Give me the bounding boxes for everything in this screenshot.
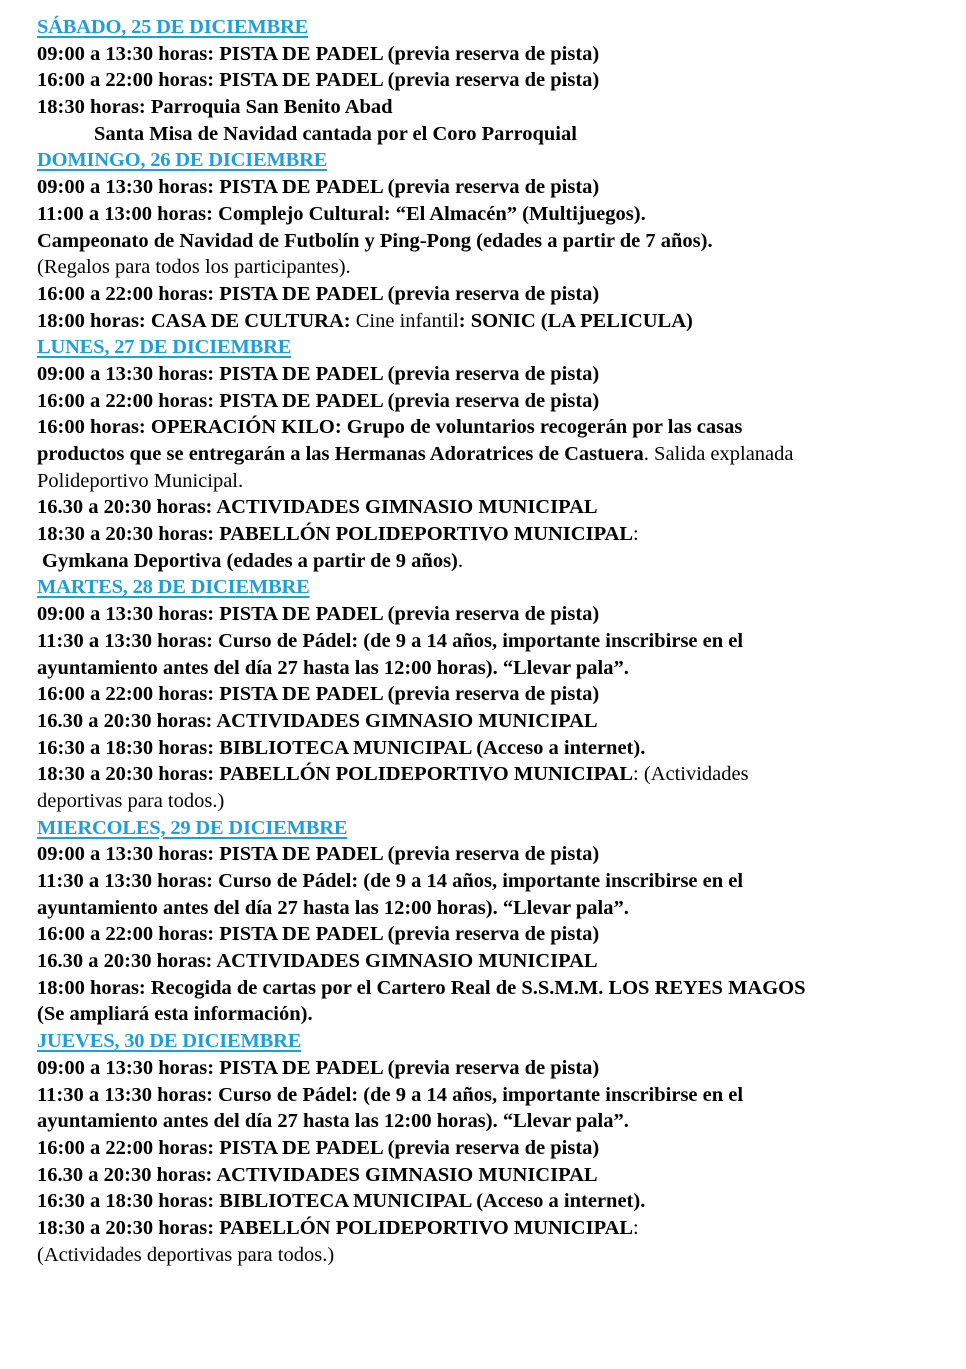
- schedule-line: [0, 1135, 966, 1162]
- schedule-line: [0, 1082, 966, 1109]
- schedule-line: [0, 1055, 966, 1082]
- day-heading: SÁBADO, 25 DE DICIEMBRE: [37, 16, 309, 38]
- schedule-line: [0, 308, 966, 335]
- schedule-text: 16.30 a 20:30 horas: ACTIVIDADES GIMNASIO MUNICIPAL: [37, 950, 598, 973]
- schedule-line: [0, 1162, 966, 1189]
- schedule-text: 18:30 a 20:30 horas: PABELLÓN POLIDEPORTIVO MUNICIPAL: [37, 523, 634, 546]
- schedule-text: 18:00 horas: Recogida de cartas por el Cartero Real de S.S.M.M. LOS REYES MAGOS: [37, 976, 806, 999]
- schedule-text: 09:00 a 13:30 horas: PISTA DE PADEL (previa reserva de pista): [37, 42, 600, 65]
- schedule-text: 16:00 a 22:00 horas: PISTA DE PADEL (previa reserva de pista): [37, 69, 600, 92]
- schedule-text: : (Actividades: [633, 763, 749, 786]
- schedule-line: [0, 201, 966, 228]
- schedule-line: [0, 708, 966, 735]
- schedule-line: [0, 361, 966, 388]
- schedule-line: [0, 788, 966, 815]
- schedule-line: [0, 121, 966, 148]
- schedule-text: :: [633, 523, 639, 546]
- schedule-text: 11:30 a 13:30 horas: Curso de Pádel: (de 9 a 14 años, importante inscribirse en el: [37, 629, 744, 652]
- schedule-text: 16:30 a 18:30 horas: BIBLIOTECA MUNICIPAL (Acceso a internet).: [37, 736, 646, 759]
- schedule-text: :: [633, 1216, 639, 1239]
- schedule-text: : SONIC (LA PELICULA): [458, 309, 693, 332]
- day-heading: LUNES, 27 DE DICIEMBRE: [37, 336, 292, 359]
- schedule-line: [0, 441, 966, 468]
- schedule-text: 16:00 a 22:00 horas: PISTA DE PADEL (previa reserva de pista): [37, 389, 600, 412]
- schedule-line: [0, 174, 966, 201]
- schedule-text: (Se ampliará esta información).: [37, 1003, 313, 1026]
- schedule-line: [0, 735, 966, 762]
- schedule-text: 11:30 a 13:30 horas: Curso de Pádel: (de 9 a 14 años, importante inscribirse en el: [37, 1083, 744, 1106]
- schedule-text: productos que se entregarán a las Hermanas Adoratrices de Castuera: [37, 443, 644, 465]
- schedule-line: [0, 67, 966, 94]
- schedule-line: [0, 655, 966, 682]
- schedule-line: [0, 681, 966, 708]
- schedule-line: [0, 975, 966, 1002]
- schedule-line: [0, 254, 966, 281]
- schedule-text: 16:30 a 18:30 horas: BIBLIOTECA MUNICIPAL (Acceso a internet).: [37, 1190, 646, 1213]
- day-section: [0, 14, 966, 147]
- schedule-text: 16:00 horas: OPERACIÓN KILO: Grupo de voluntarios recogerán por las casas: [37, 416, 743, 439]
- schedule-text: ayuntamiento antes del día 27 hasta las 12:00 horas). “Llevar pala”.: [37, 656, 629, 679]
- schedule-line: [0, 228, 966, 255]
- day-section: [0, 1028, 966, 1268]
- day-heading: JUEVES, 30 DE DICIEMBRE: [37, 1030, 302, 1053]
- schedule-line: [0, 468, 966, 495]
- schedule-text: (Actividades deportivas para todos.): [37, 1243, 335, 1266]
- schedule-text: Santa Misa de Navidad cantada por el Coro Parroquial: [94, 122, 577, 145]
- schedule-line: [0, 41, 966, 68]
- schedule-line: [0, 1215, 966, 1242]
- schedule-line: [0, 1242, 966, 1269]
- schedule-text: . Salida explanada: [643, 443, 794, 465]
- schedule-text: 11:30 a 13:30 horas: Curso de Pádel: (de 9 a 14 años, importante inscribirse en el: [37, 870, 744, 892]
- schedule-text: 11:00 a 13:00 horas: Complejo Cultural: “El Almacén” (Multijuegos).: [37, 202, 646, 225]
- schedule-text: 18:30 a 20:30 horas: PABELLÓN POLIDEPORTIVO MUNICIPAL: [37, 763, 634, 786]
- schedule-text: Campeonato de Navidad de Futbolín y Ping-Pong (edades a partir de 7 años).: [37, 229, 713, 252]
- day-heading: MIERCOLES, 29 DE DICIEMBRE: [37, 816, 348, 839]
- schedule-text: 18:00 horas: CASA DE CULTURA:: [37, 309, 351, 332]
- day-heading: DOMINGO, 26 DE DICIEMBRE: [37, 149, 328, 172]
- schedule-text: 16:00 a 22:00 horas: PISTA DE PADEL (previa reserva de pista): [37, 282, 600, 305]
- schedule-line: [0, 388, 966, 415]
- schedule-text: 09:00 a 13:30 horas: PISTA DE PADEL (previa reserva de pista): [37, 362, 600, 385]
- schedule-text: Gymkana Deportiva (edades a partir de 9 años): [42, 549, 458, 572]
- schedule-text: 18:30 a 20:30 horas: PABELLÓN POLIDEPORTIVO MUNICIPAL: [37, 1216, 634, 1239]
- schedule-line: [0, 1108, 966, 1135]
- schedule-line: [0, 628, 966, 655]
- day-section: [0, 147, 966, 334]
- schedule-line: [0, 895, 966, 922]
- schedule-text: 18:30 horas: Parroquia San Benito Abad: [37, 96, 393, 119]
- schedule-line: [0, 1001, 966, 1028]
- schedule-line: [0, 494, 966, 521]
- day-section: [0, 574, 966, 814]
- schedule-line: [0, 1188, 966, 1215]
- schedule-text: deportivas para todos.): [37, 789, 225, 812]
- schedule-text: ayuntamiento antes del día 27 hasta las 12:00 horas). “Llevar pala”.: [37, 1110, 629, 1133]
- schedule-line: [0, 281, 966, 308]
- schedule-line: [0, 841, 966, 868]
- day-section: [0, 815, 966, 1029]
- schedule-line: [0, 761, 966, 788]
- day-section: [0, 334, 966, 574]
- schedule-text: 16.30 a 20:30 horas: ACTIVIDADES GIMNASIO MUNICIPAL: [37, 1163, 598, 1186]
- schedule-line: [0, 548, 966, 575]
- schedule-text: 16.30 a 20:30 horas: ACTIVIDADES GIMNASIO MUNICIPAL: [37, 496, 598, 519]
- schedule-text: Cine infantil: [350, 309, 459, 332]
- schedule-text: .: [457, 549, 464, 572]
- schedule-line: [0, 948, 966, 975]
- program-document: [0, 14, 966, 1268]
- schedule-text: 09:00 a 13:30 horas: PISTA DE PADEL (previa reserva de pista): [37, 1056, 600, 1079]
- schedule-text: Polideportivo Municipal.: [37, 469, 244, 492]
- schedule-text: 16.30 a 20:30 horas: ACTIVIDADES GIMNASIO MUNICIPAL: [37, 709, 598, 732]
- schedule-text: 09:00 a 13:30 horas: PISTA DE PADEL (previa reserva de pista): [37, 176, 600, 199]
- schedule-line: [0, 601, 966, 628]
- day-heading: MARTES, 28 DE DICIEMBRE: [37, 576, 310, 599]
- schedule-text: 09:00 a 13:30 horas: PISTA DE PADEL (previa reserva de pista): [37, 843, 600, 866]
- schedule-line: [0, 921, 966, 948]
- schedule-line: [0, 414, 966, 441]
- schedule-text: ayuntamiento antes del día 27 hasta las 12:00 horas). “Llevar pala”.: [37, 896, 629, 919]
- schedule-line: [0, 521, 966, 548]
- schedule-line: [0, 94, 966, 121]
- schedule-text: 16:00 a 22:00 horas: PISTA DE PADEL (previa reserva de pista): [37, 1136, 600, 1159]
- schedule-text: (Regalos para todos los participantes).: [37, 256, 351, 279]
- schedule-text: 16:00 a 22:00 horas: PISTA DE PADEL (previa reserva de pista): [37, 683, 600, 706]
- schedule-line: [0, 868, 966, 895]
- schedule-text: 16:00 a 22:00 horas: PISTA DE PADEL (previa reserva de pista): [37, 923, 600, 946]
- schedule-text: 09:00 a 13:30 horas: PISTA DE PADEL (previa reserva de pista): [37, 603, 600, 626]
